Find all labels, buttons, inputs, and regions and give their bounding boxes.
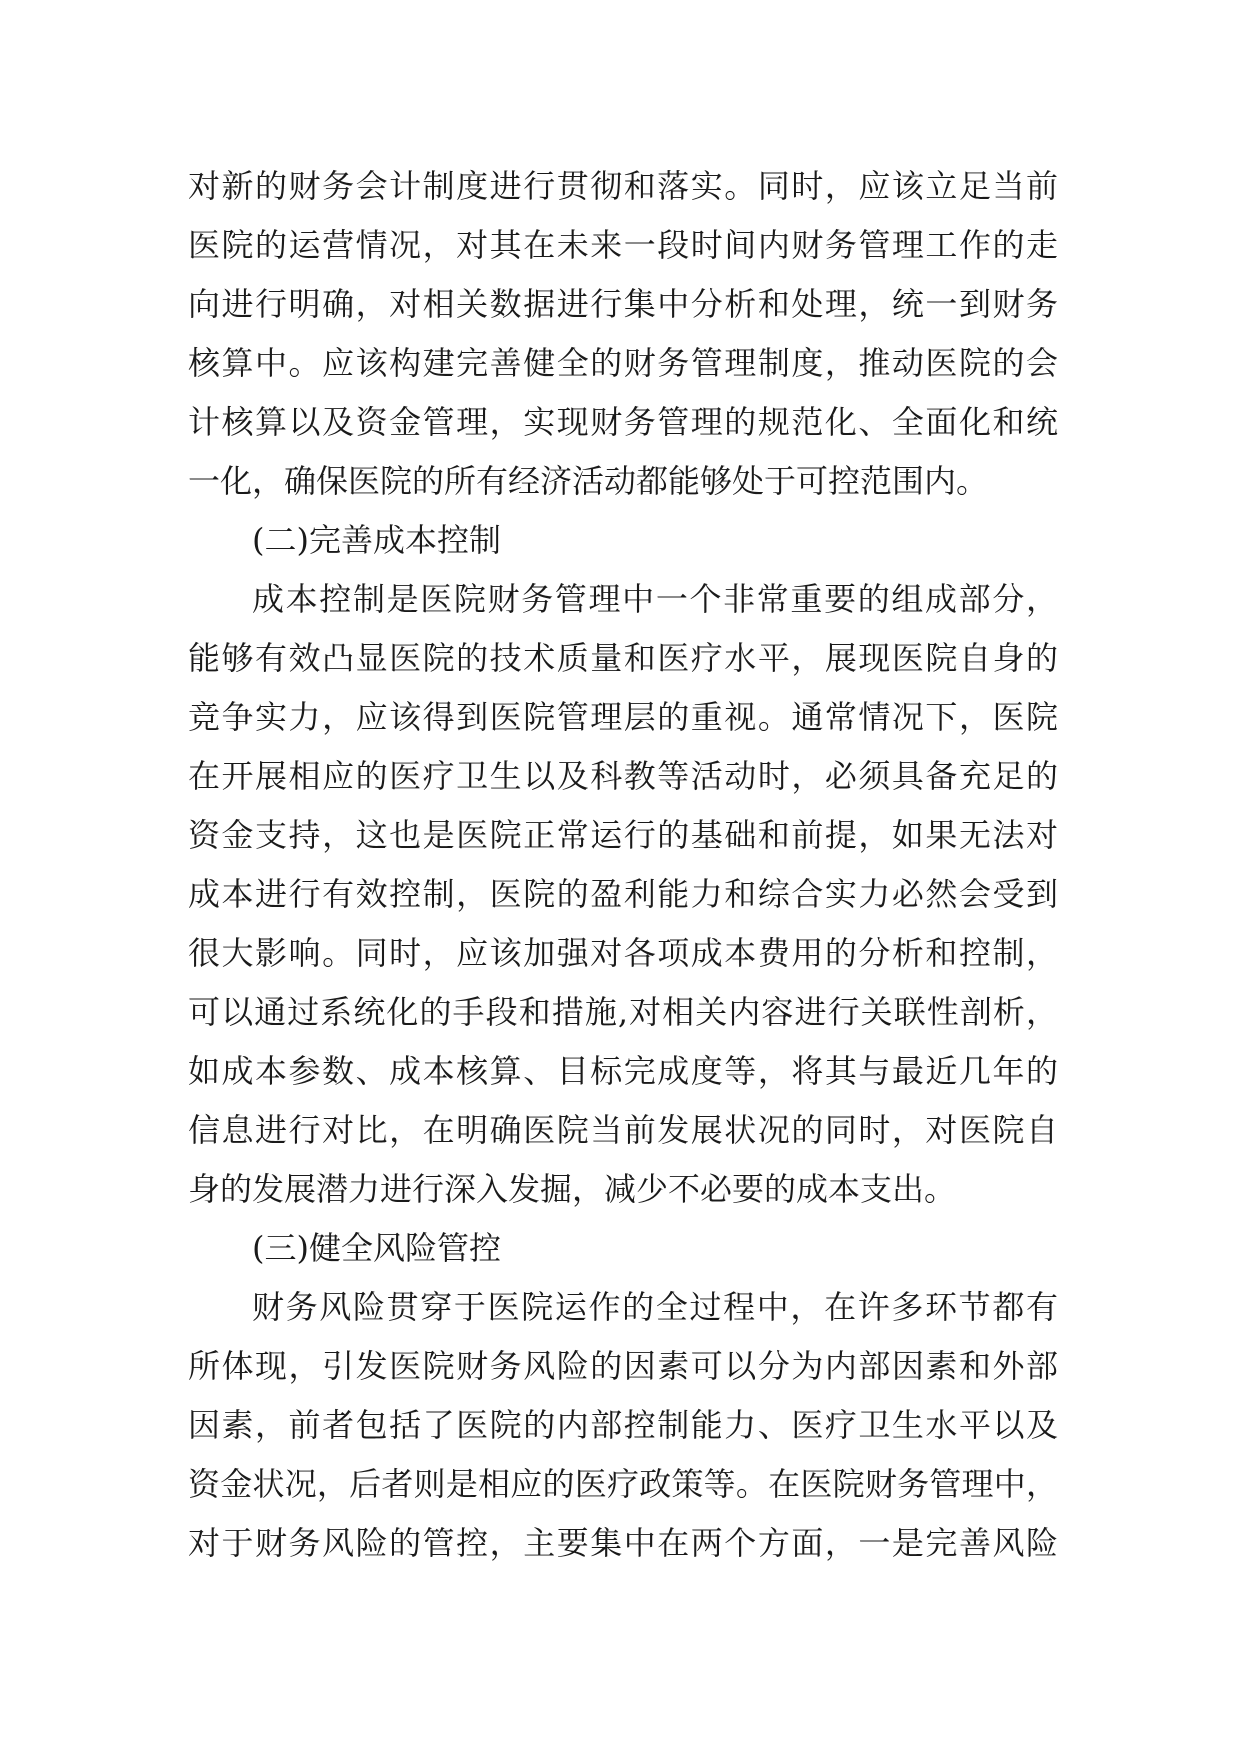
section-heading: (三)健全风险管控: [252, 1229, 501, 1267]
section-risk-control: [188, 1219, 1058, 1573]
text-line: 很大影响。同时，应该加强对各项成本费用的分析和控制，: [188, 934, 1058, 972]
section-cost-control: [188, 511, 1058, 1219]
text-line: 向进行明确，对相关数据进行集中分析和处理，统一到财务: [188, 285, 1058, 323]
text-line: 对于财务风险的管控，主要集中在两个方面，一是完善风险: [188, 1524, 1058, 1562]
text-line: 资金支持，这也是医院正常运行的基础和前提，如果无法对: [188, 816, 1058, 854]
text-line: 计核算以及资金管理，实现财务管理的规范化、全面化和统: [188, 403, 1058, 441]
text-line: 成本控制是医院财务管理中一个非常重要的组成部分，: [252, 580, 1058, 618]
text-line: 核算中。应该构建完善健全的财务管理制度，推动医院的会: [188, 344, 1058, 382]
text-line: 所体现，引发医院财务风险的因素可以分为内部因素和外部: [188, 1347, 1058, 1385]
text-line: 对新的财务会计制度进行贯彻和落实。同时，应该立足当前: [188, 167, 1058, 205]
text-line: 在开展相应的医疗卫生以及科教等活动时，必须具备充足的: [188, 757, 1058, 795]
text-line: 成本进行有效控制，医院的盈利能力和综合实力必然会受到: [188, 875, 1058, 913]
text-line: 财务风险贯穿于医院运作的全过程中，在许多环节都有: [252, 1288, 1058, 1326]
text-line: 能够有效凸显医院的技术质量和医疗水平，展现医院自身的: [188, 639, 1058, 677]
text-line: 医院的运营情况，对其在未来一段时间内财务管理工作的走: [188, 226, 1058, 264]
text-line: 一化，确保医院的所有经济活动都能够处于可控范围内。: [188, 462, 989, 500]
text-line: 因素，前者包括了医院的内部控制能力、医疗卫生水平以及: [188, 1406, 1058, 1444]
section-heading: (二)完善成本控制: [252, 521, 501, 559]
text-line: 可以通过系统化的手段和措施,对相关内容进行关联性剖析，: [188, 993, 1058, 1031]
text-line: 身的发展潜力进行深入发掘，减少不必要的成本支出。: [188, 1170, 957, 1208]
text-line: 如成本参数、成本核算、目标完成度等，将其与最近几年的: [188, 1052, 1058, 1090]
text-line: 资金状况，后者则是相应的医疗政策等。在医院财务管理中，: [188, 1465, 1058, 1503]
text-line: 信息进行对比，在明确医院当前发展状况的同时，对医院自: [188, 1111, 1058, 1149]
text-line: 竞争实力，应该得到医院管理层的重视。通常情况下，医院: [188, 698, 1058, 736]
document-page: [188, 157, 1058, 1573]
paragraph-continuation: [188, 157, 1058, 511]
